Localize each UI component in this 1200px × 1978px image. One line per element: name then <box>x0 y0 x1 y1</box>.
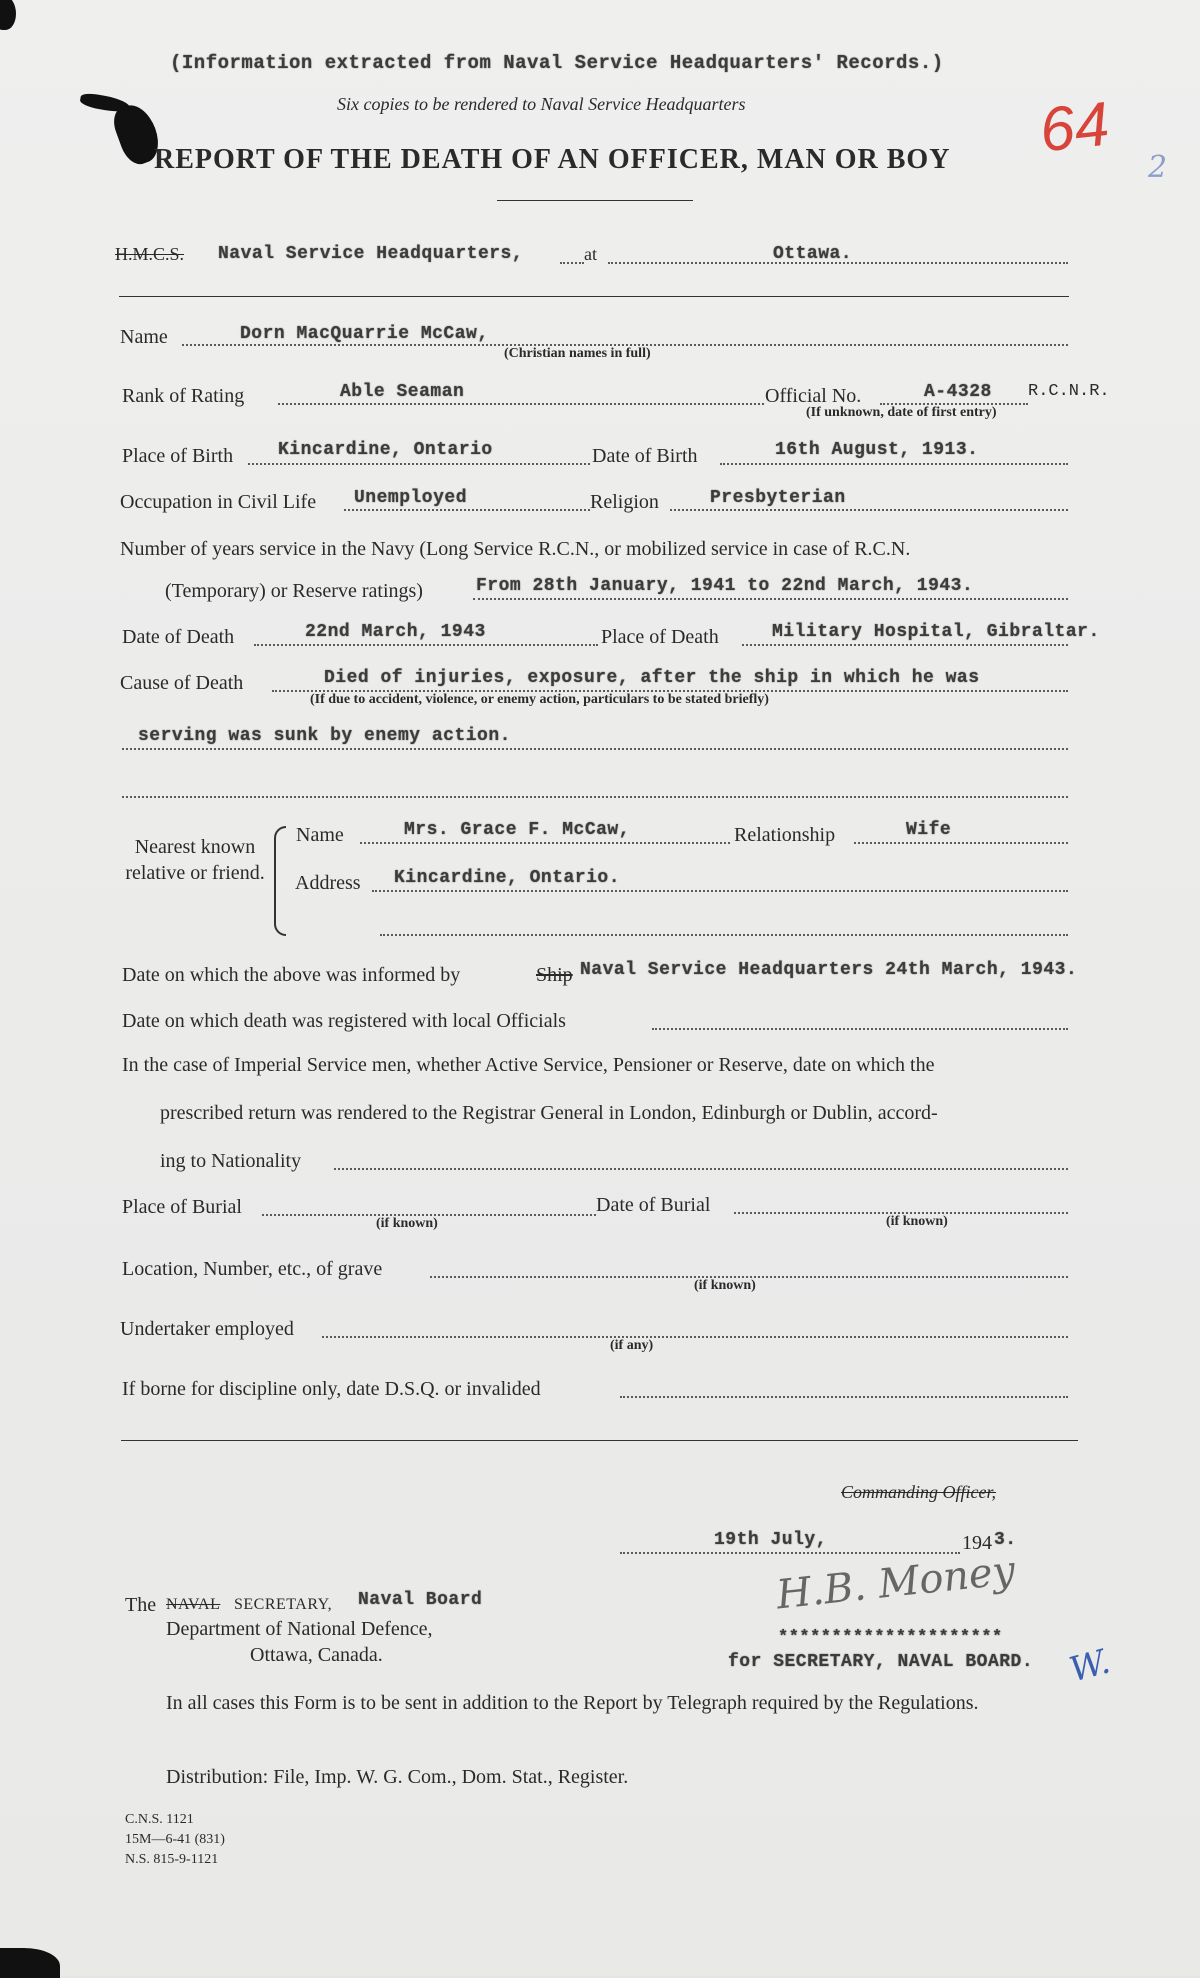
burial-date-hint: (if known) <box>886 1214 948 1229</box>
informed-label: Date on which the above was informed by <box>122 964 461 986</box>
birth-date-dots <box>720 463 1068 465</box>
death-place-value: Military Hospital, Gibraltar. <box>772 622 1100 642</box>
birth-place-label: Place of Birth <box>122 445 234 467</box>
imperial-label-1: In the case of Imperial Service men, whether Active Service, Pensioner or Reserve, date on which the <box>122 1054 935 1076</box>
relative-address-label: Address <box>295 872 361 894</box>
at-value: Ottawa. <box>773 244 853 264</box>
form-code-2: 15M—6-41 (831) <box>125 1832 225 1847</box>
service-years-dots <box>473 598 1068 600</box>
burial-date-label: Date of Burial <box>596 1194 711 1216</box>
birth-date-label: Date of Birth <box>592 445 698 467</box>
undertaker-label: Undertaker employed <box>120 1318 294 1340</box>
official-no-hint: (If unknown, date of first entry) <box>806 405 997 420</box>
section-rule <box>119 296 1069 297</box>
death-cause-dots-3 <box>122 796 1068 798</box>
occupation-label: Occupation in Civil Life <box>120 491 317 513</box>
registered-dots <box>652 1028 1068 1030</box>
relative-bracket <box>274 826 286 936</box>
undertaker-dots <box>322 1336 1068 1338</box>
form-title: REPORT OF THE DEATH OF AN OFFICER, MAN OR BOY <box>154 144 951 175</box>
informed-struck: Ship <box>536 964 573 986</box>
occupation-dots <box>344 509 590 511</box>
death-cause-dots-2 <box>122 748 1068 750</box>
death-cause-value-2: serving was sunk by enemy action. <box>138 726 511 746</box>
ink-blot <box>0 0 16 30</box>
form-code-1: C.N.S. 1121 <box>125 1812 194 1827</box>
birth-date-value: 16th August, 1913. <box>775 440 979 460</box>
initial-mark: W. <box>1065 1641 1115 1691</box>
title-underline <box>497 200 693 201</box>
death-cause-hint: (If due to accident, violence, or enemy action, particulars to be stated briefly) <box>310 692 769 707</box>
death-date-label: Date of Death <box>122 626 235 648</box>
registered-label: Date on which death was registered with local Officials <box>122 1010 566 1032</box>
ink-blot <box>79 92 131 114</box>
signoff-date-dots <box>620 1552 960 1554</box>
service-branch: R.C.N.R. <box>1028 382 1110 401</box>
religion-value: Presbyterian <box>710 488 846 508</box>
for-secretary: for SECRETARY, NAVAL BOARD. <box>728 1652 1034 1672</box>
signoff-date-value: 19th July, <box>714 1530 828 1550</box>
death-place-dots <box>742 644 1068 646</box>
address-the: The <box>125 1594 157 1616</box>
service-years-label-2: (Temporary) or Reserve ratings) <box>165 580 423 602</box>
form-code-3: N.S. 815-9-1121 <box>125 1852 219 1867</box>
hmcs-label: H.M.C.S. <box>115 244 185 264</box>
name-label: Name <box>120 326 168 348</box>
footer-note: In all cases this Form is to be sent in addition to the Report by Telegraph required by the Regulations. <box>166 1692 979 1714</box>
death-date-dots <box>254 644 598 646</box>
marginal-number: 64 <box>1036 89 1113 166</box>
commanding-officer: Commanding Officer, <box>841 1482 996 1502</box>
address-line-3: Ottawa, Canada. <box>250 1644 383 1666</box>
name-hint: (Christian names in full) <box>504 346 651 361</box>
ink-blot <box>0 1948 60 1978</box>
burial-place-hint: (if known) <box>376 1216 438 1231</box>
relative-name-value: Mrs. Grace F. McCaw, <box>404 820 631 840</box>
imperial-label-2: prescribed return was rendered to the Registrar General in London, Edinburgh or Dublin, accord- <box>160 1102 938 1124</box>
marginal-blue-mark: 2 <box>1148 150 1168 185</box>
grave-hint: (if known) <box>694 1278 756 1293</box>
burial-place-label: Place of Burial <box>122 1196 242 1218</box>
relative-address-dots-2 <box>380 934 1068 936</box>
distribution: Distribution: File, Imp. W. G. Com., Dom. Stat., Register. <box>166 1766 629 1788</box>
hmcs-value: Naval Service Headquarters, <box>218 244 524 264</box>
imperial-dots <box>334 1168 1068 1170</box>
occupation-value: Unemployed <box>354 488 468 508</box>
relationship-dots <box>854 842 1068 844</box>
hmcs-dots <box>560 262 584 264</box>
relative-address-value: Kincardine, Ontario. <box>394 868 621 888</box>
rank-value: Able Seaman <box>340 382 465 402</box>
relationship-value: Wife <box>906 820 952 840</box>
birth-place-value: Kincardine, Ontario <box>278 440 493 460</box>
religion-dots <box>670 509 1068 511</box>
religion-label: Religion <box>590 491 659 513</box>
signature: H.B. Money <box>774 1547 1018 1619</box>
signoff-year: 194 <box>962 1532 992 1554</box>
discipline-dots <box>620 1396 1068 1398</box>
death-cause-label: Cause of Death <box>120 672 244 694</box>
death-place-label: Place of Death <box>601 626 719 648</box>
relative-group-label: Nearest known relative or friend. <box>125 836 265 884</box>
imperial-label-3: ing to Nationality <box>160 1150 302 1172</box>
rank-label: Rank of Rating <box>122 385 245 407</box>
copies-note: Six copies to be rendered to Naval Service Headquarters <box>337 94 746 114</box>
official-no-label: Official No. <box>765 385 862 407</box>
discipline-label: If borne for discipline only, date D.S.Q. or invalided <box>122 1378 541 1400</box>
service-years-value: From 28th January, 1941 to 22nd March, 1943. <box>476 576 974 596</box>
signature-stars: ********************* <box>778 1628 1003 1647</box>
rank-dots <box>278 403 764 405</box>
relative-name-label: Name <box>296 824 344 846</box>
address-line-2: Department of National Defence, <box>166 1618 433 1640</box>
address-secretary: SECRETARY, <box>234 1596 333 1613</box>
death-date-value: 22nd March, 1943 <box>305 622 486 642</box>
birth-place-dots <box>248 463 590 465</box>
relative-name-dots <box>360 842 730 844</box>
section-rule-2 <box>121 1440 1078 1441</box>
undertaker-hint: (if any) <box>610 1338 654 1353</box>
relationship-label: Relationship <box>734 824 836 846</box>
death-cause-value: Died of injuries, exposure, after the ship in which he was <box>324 668 980 688</box>
signoff-year-suffix: 3. <box>994 1530 1017 1550</box>
relative-address-dots <box>372 890 1068 892</box>
service-years-label-1: Number of years service in the Navy (Long Service R.C.N., or mobilized service in case of R.C.N. <box>120 538 911 560</box>
at-label: at <box>584 244 597 264</box>
extract-note: (Information extracted from Naval Service Headquarters' Records.) <box>170 52 944 74</box>
address-struck: NAVAL <box>166 1596 221 1613</box>
address-typed: Naval Board <box>358 1590 483 1610</box>
informed-value: Naval Service Headquarters 24th March, 1943. <box>580 960 1078 980</box>
grave-label: Location, Number, etc., of grave <box>122 1258 383 1280</box>
name-value: Dorn MacQuarrie McCaw, <box>240 324 489 344</box>
official-no-value: A-4328 <box>924 382 992 402</box>
